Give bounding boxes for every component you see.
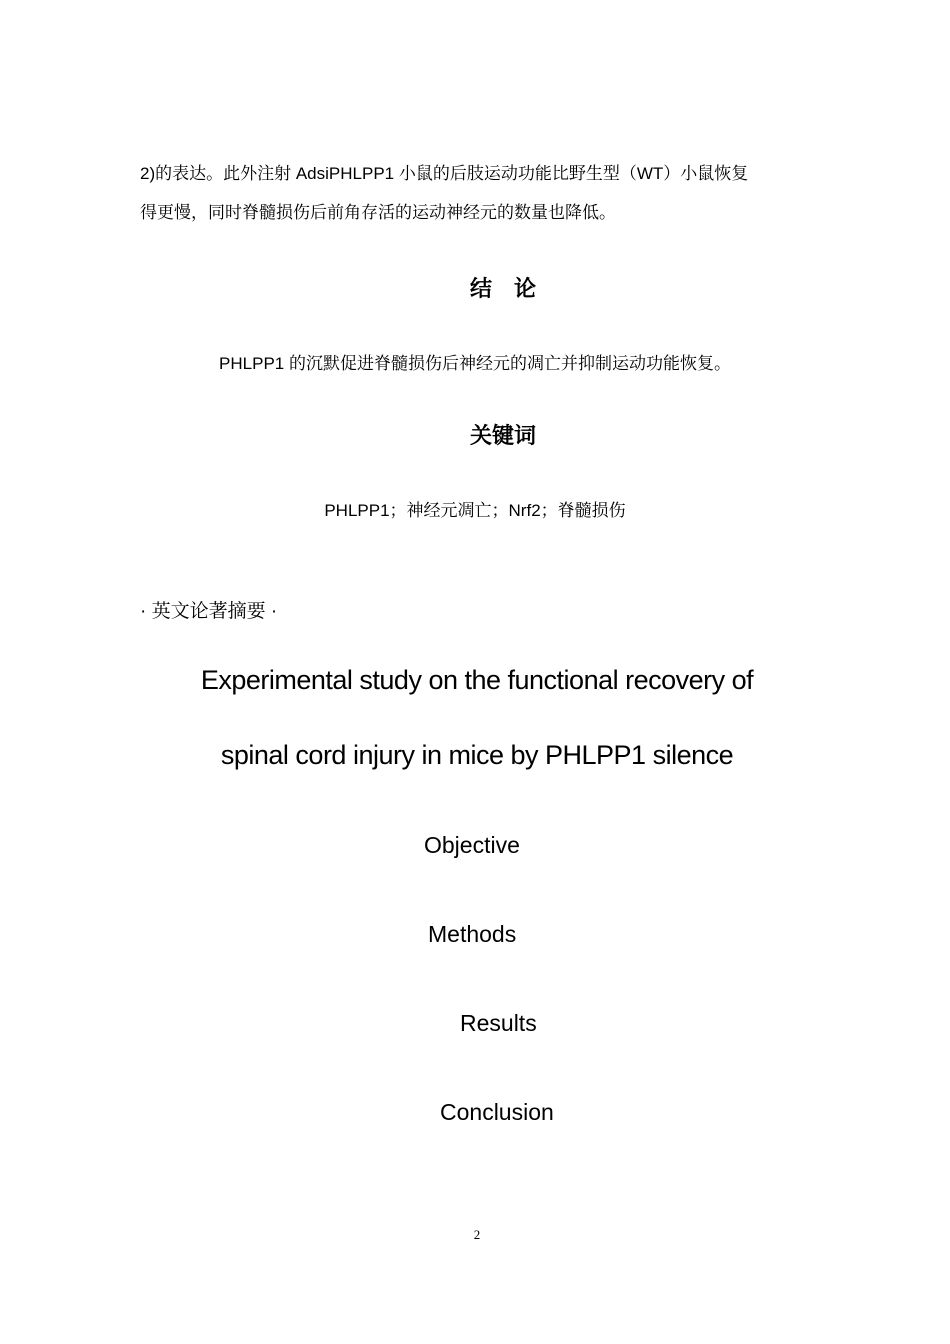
conclusion-heading: 结 论 <box>469 276 536 301</box>
body-text-line-2: 得更慢，同时脊髓损伤后前角存活的运动神经元的数量也降低。 <box>140 203 616 222</box>
keywords-text: PHLPP1；神经元凋亡；Nrf2；脊髓损伤 <box>324 501 626 520</box>
english-title-line-1: Experimental study on the functional recovery of <box>200 665 754 695</box>
english-title-line-2: spinal cord injury in mice by PHLPP1 silence <box>220 740 734 770</box>
english-abstract-label: · 英文论著摘要 · <box>140 601 278 622</box>
conclusion-text: PHLPP1 的沉默促进脊髓损伤后神经元的凋亡并抑制运动功能恢复。 <box>219 354 731 373</box>
keywords-heading: 关键词 <box>469 423 536 448</box>
results-heading: Results <box>460 1010 537 1036</box>
methods-heading: Methods <box>428 921 517 947</box>
conclusion-en-heading: Conclusion <box>440 1099 554 1125</box>
objective-heading: Objective <box>424 832 520 858</box>
page-number: 2 <box>473 1227 481 1242</box>
body-text-line-1: 2)的表达。此外注射 AdsiPHLPP1 小鼠的后肢运动功能比野生型（WT）小鼠恢复 <box>140 164 749 183</box>
